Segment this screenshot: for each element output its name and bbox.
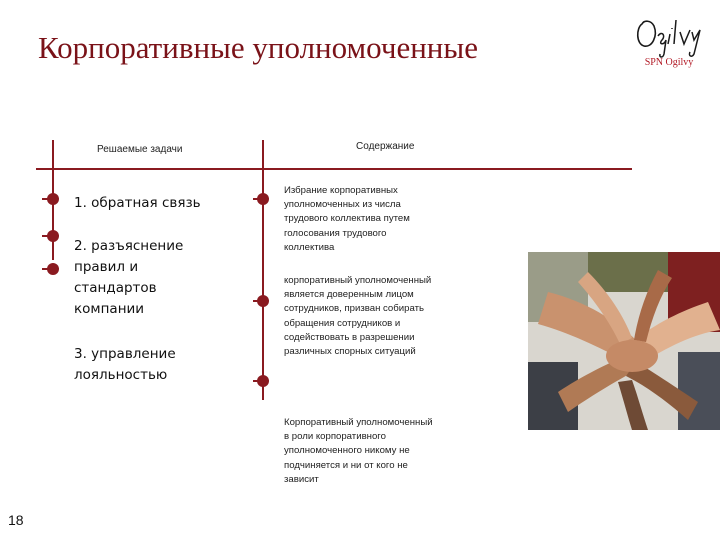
page-number: 18 — [8, 512, 24, 528]
content-timeline-line — [262, 140, 264, 400]
task-item-explanation: 2. разъяснение правил и стандартов компании — [74, 238, 184, 317]
logo-subtitle: SPN Ogilvy — [644, 57, 694, 68]
timeline-dot — [47, 193, 59, 205]
timeline-dot — [257, 295, 269, 307]
header-divider — [36, 168, 632, 170]
timeline-dot — [47, 263, 59, 275]
timeline-dot — [257, 193, 269, 205]
timeline-dot — [257, 375, 269, 387]
column-header-content: Содержание — [356, 141, 415, 152]
task-item-loyalty: 3. управление лояльностью — [74, 346, 176, 383]
content-item-independence: Корпоративный уполномоченный в роли корпоративного уполномоченного никому не подчиняется и ни от кого не зависит — [284, 417, 433, 485]
column-header-tasks: Решаемые задачи — [97, 144, 183, 155]
content-item-trusted-person: корпоративный уполномоченный является доверенным лицом сотрудников, призван собирать обращения сотрудников и содействовать в разрешении различных спорных ситуаций — [284, 275, 432, 358]
timeline-dot — [47, 230, 59, 242]
content-item-election: Избрание корпоративных уполномоченных из числа трудового коллектива путем голосования трудового коллектива — [284, 185, 410, 253]
team-hands-photo — [528, 252, 720, 430]
task-item-feedback: 1. обратная связь — [74, 195, 201, 211]
ogilvy-logo — [628, 10, 710, 80]
slide-title: Корпоративные уполномоченные — [38, 30, 478, 65]
